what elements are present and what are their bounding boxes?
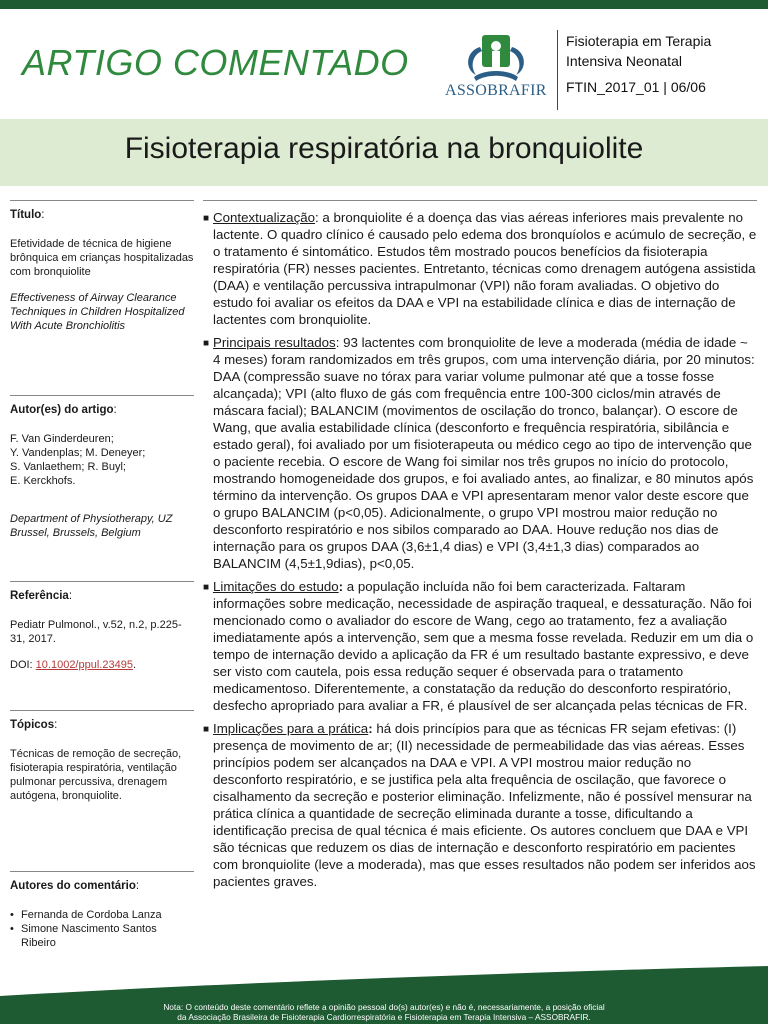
bullet-icon: • xyxy=(10,923,14,935)
doi-link[interactable]: 10.1002/ppul.23495 xyxy=(35,659,133,671)
footer-note-line-1: Nota: O conteúdo deste comentário reflete a opinião pessoal do(s) autor(es) e não é, necessariamente, a posição oficial xyxy=(163,1002,605,1012)
square-bullet-icon: ■ xyxy=(203,724,210,735)
comentario-list xyxy=(10,908,194,950)
assobrafir-logo-icon xyxy=(440,29,552,113)
section-text: a população incluída não foi bem caracterizada. Faltaram informações sobre medicação, necessidade de aspiração traqueal, e dessaturação. Não foi mencionado como o avaliador do escore de Wang, cego ao tratamento, fez a avaliação imediatamente após a intervenção, sem que a mesma fosse revelada. Reduzir em um dia o tempo de internação devido a aplicação da FR é um resultado bastante expressivo, e deve ser visto com cautela, pois essa redução sequer é observada para o tratamento medicamentoso. Diferentemente, a constatação da redução do desconforto respiratório, desfecho apropriado para avaliar a FR, é plausível de ser alcançada pelas técnicas de FR. xyxy=(213,579,754,713)
affiliation: Department of Physiotherapy, UZ Brussel, Brussels, Belgium xyxy=(10,513,173,539)
referencia-label: Referência xyxy=(10,590,69,602)
issue-page: 06/06 xyxy=(670,79,706,95)
header-divider xyxy=(557,30,558,110)
doi-line: DOI: 10.1002/ppul.23495. xyxy=(10,659,136,671)
square-bullet-icon: ■ xyxy=(203,213,210,224)
section-contextualizacao: ■ Contextualização: a bronquiolite é a doença das vias aéreas inferiores mais prevalente no lactente. O quadro clínico é causado pelo edema dos bronquíolos e acúmulo de secreção, e o tratamento é sintomático. Estudos têm mostrado poucos benefícios da fisioterapia respiratória (FR) nesses pacientes. Entretanto, técnicas como drenagem autógena assistida (DAA) e ventilação percussiva intrapulmonar (VPI) não foram avaliadas. O objetivo do estudo foi avaliar os efeitos da DAA e VPI na estabilidade clínica e dias de internação de lactentes com bronquiolite. xyxy=(203,210,757,327)
section-text: a bronquiolite é a doença das vias aéreas inferiores mais prevalente no lactente. O quadro clínico é causado pelo edema dos bronquíolos e acúmulo de secreção, e o tratamento é sintomático. Estudos têm mostrado poucos benefícios da fisioterapia respiratória (FR) nesses pacientes. Entretanto, técnicas como drenagem autógena assistida (DAA) e ventilação percussiva intrapulmonar (VPI) não foram avaliadas. O objetivo do estudo foi avaliar os efeitos da DAA e VPI na estabilidade clínica e dias de internação de lactentes com bronquiolite. xyxy=(213,210,757,327)
footer-wave xyxy=(0,966,768,1000)
section-label: Contextualização xyxy=(213,210,316,225)
sidebar xyxy=(10,200,194,950)
journal-line-1: Fisioterapia em Terapia xyxy=(566,33,712,49)
section-resultados: ■ Principais resultados: 93 lactentes com bronquiolite de leve a moderada (média de idade ~ 4 meses) foram randomizados em três grupos, com uma intervenção diária, por 20 minutos: DAA (compressão suave no tórax para variar volume pulmonar até que a tosse fosse alcançada); VPI (alto fluxo de gás com frequência entre 100-300 ciclos/min através de máscara facial); BALANCIM (movimentos de oscilação do tronco, balançar). O escore de Wang, que avalia estabilidade clínica (desconforto e frequência respiratória, sibilância e estado geral), foi avaliado por um fisioterapeuta ou médico cego ao tipo de intervenção que o paciente recebia. O escore de Wang foi similar nos três grupos no início do protocolo, mostrando homogeneidade dos grupos, e foi avaliado antes, ao finalizar, e 80 minutos após término da intervenção. Os grupos DAA e VPI apresentaram menor valor deste escore que o grupo BALANCIM (p<0,05). Adicionalmente, o grupo VPI mostrou maior redução no desconforto respiratório e nos sibilos comparado ao DAA. Houve redução nos dias de internação para os grupos DAA (3,6±1,4 dias) e VPI (3,4±1,3 dias) comparados ao BALANCIM (4,5±1,9dias), p<0,05. xyxy=(203,335,755,571)
bullet-icon: • xyxy=(10,909,14,921)
sidebar-topicos: Tópicos: Técnicas de remoção de secreção, fisioterapia respiratória, ventilação pulmonar percussiva, drenagem autógena, bronquiolite. xyxy=(10,710,194,871)
comentario-item: • Fernanda de Cordoba Lanza xyxy=(10,909,162,921)
section-label: Principais resultados xyxy=(213,335,336,350)
autores-label: Autor(es) do artigo xyxy=(10,404,114,416)
sidebar-autores: Autor(es) do artigo: F. Van Ginderdeuren; Y. Vandenplas; M. Deneyer; S. Vanlaethem; R. Buyl; E. Kerckhofs. Department of Physiotherapy, UZ Brussel, Brussels, Belgium xyxy=(10,395,194,581)
referencia-text: Pediatr Pulmonol., v.52, n.2, p.225-31, 2017. xyxy=(10,619,182,645)
section-implicacoes: ■ Implicações para a prática: há dois princípios para que as técnicas FR sejam efetivas: (I) presença de movimento de ar; (II) necessidade de permeabilidade das vias aéreas. Esses princípios podem ser alcançados na DAA e VPI. A VPI mostrou maior redução no desconforto respiratório, e se justifica pela alta frequência de oscilação, que favorece o cisalhamento da secreção e posterior eliminação. Infelizmente, não é possível mensurar na prática clínica a quantidade de secreção eliminada durante a tosse, dificultando a identificação precisa de qual técnica é mais eficiente. Os autores concluem que DAA e VPI são técnicas que reduzem os dias de internação e desconforto respiratório em pacientes com bronquiolite (leve a moderada), mas que esses resultados não podem ser inferidos aos pacientes graves. xyxy=(203,721,756,889)
journal-line-2: Intensiva Neonatal xyxy=(566,53,682,69)
sidebar-referencia: Referência: Pediatr Pulmonol., v.52, n.2, p.225-31, 2017. DOI: 10.1002/ppul.23495. xyxy=(10,581,194,710)
section-text: 93 lactentes com bronquiolite de leve a moderada (média de idade ~ 4 meses) foram randomizados em três grupos, com uma intervenção diária, por 20 minutos: DAA (compressão suave no tórax para variar volume pulmonar até que a tosse fosse alcançada); VPI (alto fluxo de gás com frequência entre 100-300 ciclos/min através de máscara facial); BALANCIM (movimentos de oscilação do tronco, balançar). O escore de Wang, que avalia estabilidade clínica (desconforto e frequência respiratória, sibilância e estado geral), foi avaliado por um fisioterapeuta ou médico cego ao tipo de intervenção que o paciente recebia. O escore de Wang foi similar nos três grupos no início do protocolo, mostrando homogeneidade dos grupos, e foi avaliado antes, ao finalizar, e 80 minutos após término da intervenção. Os grupos DAA e VPI apresentaram menor valor deste escore que o grupo BALANCIM (p<0,05). Adicionalmente, o grupo VPI mostrou maior redução no desconforto respiratório e nos sibilos comparado ao DAA. Houve redução nos dias de internação para os grupos DAA (3,6±1,4 dias) e VPI (3,4±1,3 dias) comparados ao BALANCIM (4,5±1,9dias), p<0,05. xyxy=(213,335,755,571)
section-label: Limitações do estudo xyxy=(213,579,339,594)
issue-info: FTIN_2017_01 | 06/06 xyxy=(566,79,706,95)
top-bar xyxy=(0,0,768,9)
autor-item: E. Kerckhofs. xyxy=(10,475,76,487)
footer-note-line-2: da Associação Brasileira de Fisioterapia Cardiorrespiratória e Fisioterapia em Terapia Intensiva – ASSOBRAFIR. xyxy=(177,1012,591,1022)
section-kicker: ARTIGO COMENTADO xyxy=(22,42,409,83)
autor-item: F. Van Ginderdeuren; xyxy=(10,433,114,445)
autor-item: Y. Vandenplas; M. Deneyer; xyxy=(10,447,146,459)
section-limitacoes: ■ Limitações do estudo: a população incluída não foi bem caracterizada. Faltaram informações sobre medicação, necessidade de aspiração traqueal, e dessaturação. Não foi mencionado como o avaliador do escore de Wang, cego ao tratamento, fez a avaliação imediatamente após a intervenção, sem que a mesma fosse revelada. Reduzir em um dia o tempo de internação devido a aplicação da FR é um resultado bastante expressivo, e deve ser visto com cautela, pois essa redução sequer é observada para o tratamento medicamentoso. Diferentemente, a constatação da redução do desconforto respiratório, desfecho apropriado para avaliar a FR, é plausível de ser alcançada pelas técnicas de FR. xyxy=(203,579,754,713)
sidebar-comentario: Autores do comentário: • Fernanda de Cordoba Lanza • Simone Nascimento Santos Ribeiro xyxy=(10,871,194,950)
header xyxy=(0,9,768,119)
sidebar-titulo: Título: Efetividade de técnica de higiene brônquica em crianças hospitalizadas com bronquiolite Effectiveness of Airway Clearance Techniques in Children Hospitalized With Acute Bronchiolitis xyxy=(10,200,194,395)
section-label: Implicações para a prática xyxy=(213,721,369,736)
topicos-text: Técnicas de remoção de secreção, fisioterapia respiratória, ventilação pulmonar percussiva, drenagem autógena, bronquiolite. xyxy=(10,748,182,802)
topicos-label: Tópicos xyxy=(10,719,55,731)
titulo-pt: Efetividade de técnica de higiene brônquica em crianças hospitalizadas com bronquiolite xyxy=(10,238,194,278)
autor-item: S. Vanlaethem; R. Buyl; xyxy=(10,461,126,473)
square-bullet-icon: ■ xyxy=(203,582,210,593)
issue-code: FTIN_2017_01 xyxy=(566,79,660,95)
journal-name xyxy=(566,31,711,71)
titulo-label: Título xyxy=(10,209,42,221)
main-content xyxy=(203,200,757,896)
autores-list xyxy=(10,432,194,488)
comentario-label: Autores do comentário xyxy=(10,880,136,892)
square-bullet-icon: ■ xyxy=(203,338,210,349)
section-text: há dois princípios para que as técnicas FR sejam efetivas: (I) presença de movimento de ar; (II) necessidade de permeabilidade das vias aéreas. Esses princípios podem ser alcançados na DAA e VPI. A VPI mostrou maior redução no desconforto respiratório, e se justifica pela alta frequência de oscilação, que favorece o cisalhamento da secreção e posterior eliminação. Infelizmente, não é possível mensurar na prática clínica a quantidade de secreção eliminada durante a tosse, dificultando a identificação precisa de qual técnica é mais eficiente. Os autores concluem que DAA e VPI são técnicas que reduzem os dias de internação e desconforto respiratório em pacientes com bronquiolite (leve a moderada), mas que esses resultados não podem ser inferidos aos pacientes graves. xyxy=(213,721,756,889)
comentario-item: • Simone Nascimento Santos Ribeiro xyxy=(10,923,157,949)
article-title: Fisioterapia respiratória na bronquiolite xyxy=(124,132,644,165)
titulo-en: Effectiveness of Airway Clearance Techniques in Children Hospitalized With Acute Bronchiolitis xyxy=(10,292,185,332)
doi-prefix: DOI: xyxy=(10,659,36,671)
footer-note xyxy=(0,1002,768,1022)
logo-wordmark: ASSOBRAFIR xyxy=(445,82,547,99)
